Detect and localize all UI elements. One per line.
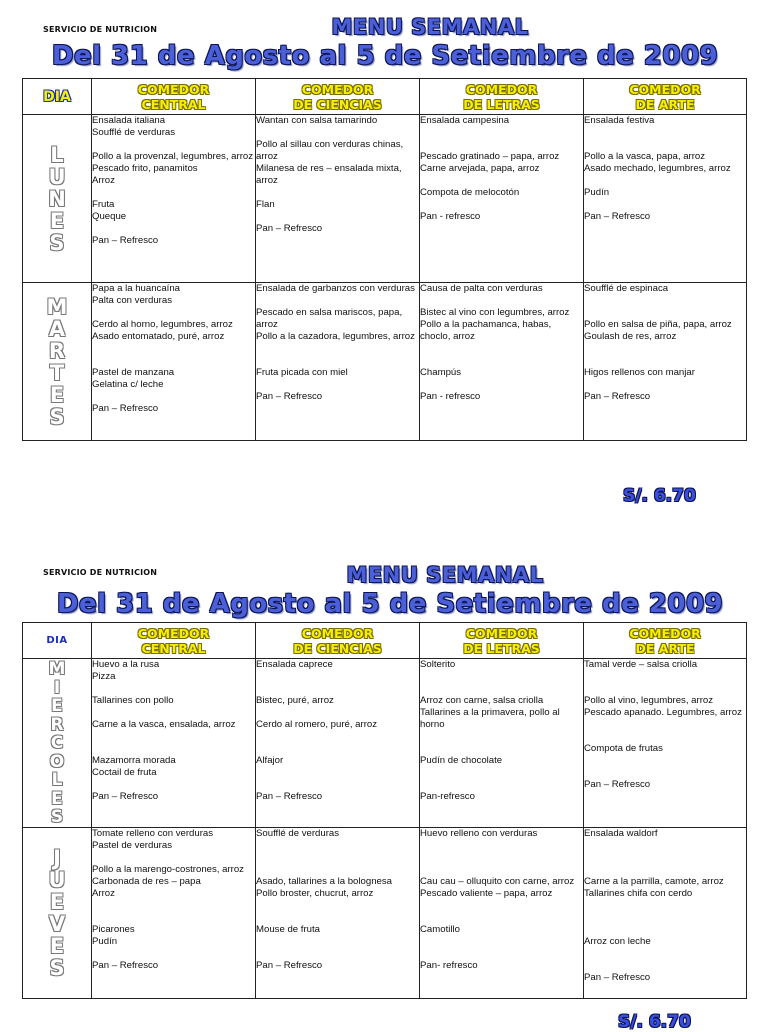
menu-cell — [92, 827, 256, 998]
service-label: SERVICIO DE NUTRICION — [43, 25, 158, 34]
column-header-central: COMEDOR CENTRAL — [92, 79, 256, 115]
day-letter: U — [48, 164, 66, 189]
service-label: SERVICIO DE NUTRICION — [43, 568, 158, 577]
day-letter: C — [50, 733, 64, 753]
menu-item-text: Ensalada campesina — [420, 115, 510, 126]
day-letter: S — [49, 404, 65, 429]
menu-item-text: Soufflé de verduras — [256, 827, 340, 839]
day-name-vertical — [23, 659, 92, 828]
menu-title: MENU SEMANAL — [346, 563, 544, 587]
menu-cell — [256, 659, 420, 828]
menu-item-text: Pan-refresco — [420, 791, 475, 802]
day-letter: E — [49, 208, 65, 233]
menu-item-text: Pudín de chocolate — [420, 755, 503, 766]
day-letter: E — [49, 382, 65, 407]
menu-item-text: Fruta Queque — [92, 199, 127, 222]
menu-cell — [584, 827, 747, 998]
dia-header: DIA — [23, 623, 92, 659]
menu-item-text: Fruta picada con miel — [256, 367, 348, 378]
day-letter: M — [46, 294, 68, 319]
menu-item-text: Compota de frutas — [584, 743, 663, 754]
menu-item-text: Pan - refresco — [420, 391, 481, 402]
price-label: S/. 6.70 — [623, 486, 696, 506]
day-letter: S — [50, 807, 64, 827]
menu-item-text: Flan — [256, 199, 275, 210]
menu-item-text: Pan – Refresco — [584, 779, 651, 790]
day-letter: A — [48, 316, 66, 341]
menu-item-text: Pollo a la marengo-costrones, arroz Carbonada de res – papa Arroz — [92, 863, 244, 899]
menu-item-text: Mazamorra morada Coctail de fruta — [92, 755, 176, 778]
menu-item-text: Pan – Refresco — [256, 223, 323, 234]
menu-item-text: Pastel de manzana Gelatina c/ leche — [92, 367, 175, 390]
day-row-jueves — [23, 827, 747, 998]
menu-item-text: Carne a la parrilla, camote, arroz Tallarines chifa con cerdo — [584, 875, 724, 899]
day-letter: V — [48, 911, 66, 936]
menu-item-text: Ensalada de garbanzos con verduras — [256, 283, 415, 294]
column-header-letras: COMEDOR DE LETRAS — [420, 623, 584, 659]
menu-date-range: Del 31 de Agosto al 5 de Setiembre de 2009 — [56, 589, 724, 619]
menu-item-text: Ensalada italiana Soufflé de verduras — [92, 115, 176, 138]
day-letter: S — [49, 230, 65, 255]
menu-item-text: Pan – Refresco — [92, 403, 159, 414]
price-label-partial: S/. 6.70 — [618, 1012, 691, 1032]
menu-item-text: Huevo relleno con verduras — [420, 827, 538, 839]
menu-item-text: Pan- refresco — [420, 959, 478, 971]
day-letter: E — [49, 889, 65, 914]
menu-item-text: Higos rellenos con manjar — [584, 367, 695, 378]
menu-item-text: Pescado en salsa mariscos, papa, arroz Pollo a la cazadora, legumbres, arroz — [256, 307, 415, 342]
day-letter: N — [48, 186, 66, 211]
day-letter: R — [50, 714, 64, 735]
menu-item-text: Pan – Refresco — [92, 235, 159, 246]
menu-item-text: Pudín — [584, 187, 610, 198]
menu-item-text: Pan – Refresco — [584, 211, 651, 222]
menu-item-text: Wantan con salsa tamarindo — [256, 115, 378, 126]
menu-date-range: Del 31 de Agosto al 5 de Setiembre de 2009 — [51, 41, 719, 71]
menu-item-text: Pan – Refresco — [584, 971, 651, 983]
column-header-arte: COMEDOR DE ARTE — [584, 623, 747, 659]
menu-item-text: Cerdo al romero, puré, arroz — [256, 719, 378, 730]
menu-item-text: Pollo al vino, legumbres, arroz Pescado apanado. Legumbres, arroz — [584, 695, 742, 718]
menu-item-text: Mouse de fruta — [256, 923, 320, 935]
menu-item-text: Pollo a la provenzal, legumbres, arroz Pescado frito, panamitos Arroz — [92, 151, 254, 186]
menu-item-text: Compota de melocotón — [420, 187, 520, 198]
menu-item-text: Cau cau – olluquito con carne, arroz Pescado valiente – papa, arroz — [420, 875, 575, 899]
menu-item-text: Pan – Refresco — [256, 959, 323, 971]
menu-item-text: Bistec, puré, arroz — [256, 695, 334, 706]
header-row — [23, 623, 747, 659]
menu-item-text: Pollo a la vasca, papa, arroz Asado mechado, legumbres, arroz — [584, 151, 731, 174]
column-header-arte: COMEDOR DE ARTE — [584, 79, 747, 115]
day-letter: I — [53, 677, 61, 698]
day-letter: M — [48, 659, 66, 679]
menu-item-text: Ensalada caprece — [256, 659, 333, 670]
menu-item-text: Huevo a la rusa Pizza — [92, 659, 160, 682]
menu-item-text: Carne a la vasca, ensalada, arroz — [92, 719, 236, 730]
menu-item-text: Cerdo al horno, legumbres, arroz Asado entomatado, puré, arroz — [92, 319, 233, 342]
column-header-ciencias: COMEDOR DE CIENCIAS — [256, 623, 420, 659]
day-row-miercoles — [23, 659, 747, 828]
menu-item-text: Pan – Refresco — [256, 791, 323, 802]
menu-cell — [92, 659, 256, 828]
menu-item-text: Pan – Refresco — [584, 391, 651, 402]
menu-item-text: Causa de palta con verduras — [420, 283, 543, 294]
menu-item-text: Pescado gratinado – papa, arroz Carne arvejada, papa, arroz — [420, 151, 560, 174]
day-letter: O — [49, 751, 65, 772]
menu-item-text: Ensalada festiva — [584, 115, 655, 126]
column-header-ciencias: COMEDOR DE CIENCIAS — [256, 79, 420, 115]
menu-item-text: Champús — [420, 367, 462, 378]
day-letter: J — [53, 845, 61, 870]
menu-item-text: Tamal verde – salsa criolla — [584, 659, 698, 670]
menu-item-text: Pan – Refresco — [92, 959, 159, 971]
day-letter: U — [48, 867, 66, 892]
day-letter: E — [51, 788, 63, 809]
menu-cell — [420, 827, 584, 998]
day-name-vertical — [23, 827, 92, 998]
menu-item-text: Solterito — [420, 659, 456, 670]
menu-item-text: Pollo en salsa de piña, papa, arroz Goulash de res, arroz — [584, 319, 732, 342]
day-letter: S — [49, 955, 65, 980]
menu-item-text: Bistec al vino con legumbres, arroz Pollo a la pachamanca, habas, choclo, arroz — [420, 307, 570, 342]
menu-cell — [584, 659, 747, 828]
menu-item-text: Pan – Refresco — [256, 391, 323, 402]
menu-item-text: Picarones Pudín — [92, 923, 135, 947]
column-header-central: COMEDOR CENTRAL — [92, 623, 256, 659]
day-letter: T — [49, 360, 65, 385]
menu-cell — [420, 659, 584, 828]
day-letter: L — [50, 142, 64, 167]
menu-cell — [256, 827, 420, 998]
menu-item-text: Arroz con carne, salsa criolla Tallarines a la primavera, pollo al horno — [420, 695, 560, 730]
menu-table-2 — [22, 622, 747, 999]
menu-title: MENU SEMANAL — [331, 15, 529, 39]
menu-item-text: Alfajor — [256, 755, 284, 766]
menu-item-text: Arroz con leche — [584, 935, 651, 947]
menu-item-text: Asado, tallarines a la bolognesa Pollo broster, chucrut, arroz — [256, 875, 393, 899]
menu-item-text: Papa a la huancaína Palta con verduras — [92, 283, 181, 306]
menu-item-text: Camotillo — [420, 923, 460, 935]
dia-header: DIA — [23, 79, 92, 115]
menu-item-text: Pan - refresco — [420, 211, 481, 222]
day-letter: E — [49, 933, 65, 958]
menu-item-text: Pollo al sillau con verduras chinas, arroz Milanesa de res – ensalada mixta, arroz — [256, 139, 404, 186]
menu-item-text: Pan – Refresco — [92, 791, 159, 802]
day-letter: E — [51, 696, 63, 716]
day-letter: L — [51, 770, 63, 790]
column-header-letras: COMEDOR DE LETRAS — [420, 79, 584, 115]
menu-item-text: Soufflé de espinaca — [584, 283, 669, 294]
menu-item-text: Tallarines con pollo — [92, 695, 174, 706]
menu-item-text: Tomate relleno con verduras Pastel de verduras — [92, 827, 214, 851]
day-letter: R — [48, 338, 66, 363]
menu-item-text: Ensalada waldorf — [584, 827, 658, 839]
